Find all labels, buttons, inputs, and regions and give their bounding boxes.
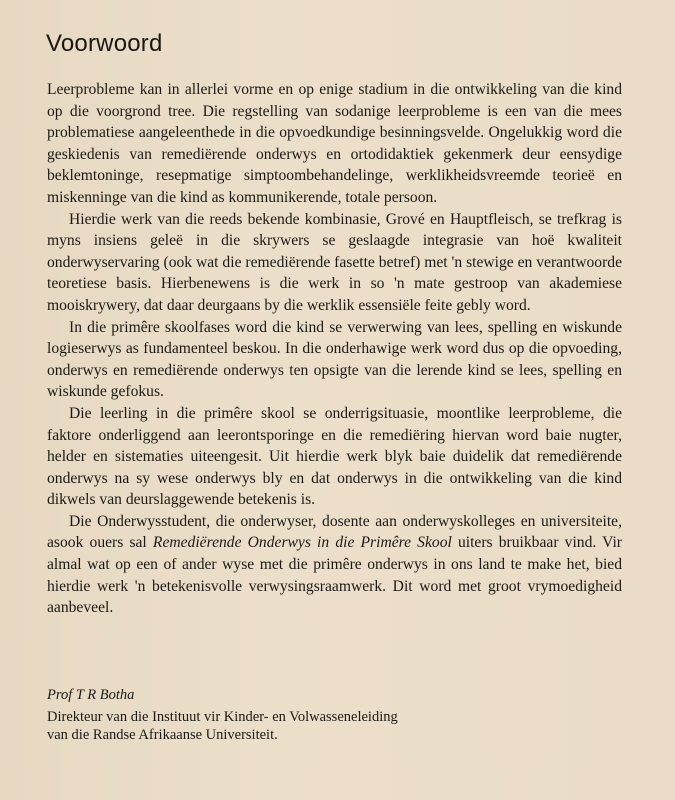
paragraph-4: Die leerling in die primêre skool se onderrigsituasie, moontlike leerprobleme, die faktore onderliggend aan leerontsporinge en die remediëring hiervan word baie nugter, helder en sistematies uiteengesit. Uit hierdie werk blyk baie duidelik dat remediërende onderwys na sy wese onderwys bly en dat onderwys in die ontwikkeling van die kind dikwels van deurslaggewende betekenis is. xyxy=(47,404,622,509)
paragraph-3: In die primêre skoolfases word die kind se verwerwing van lees, spelling en wiskunde logieserwys as fundamenteel beskou. In die onderhawige werk word dus op die opvoeding, onderwys en remediërende onderwys ten opsigte van die lerende kind se lees, spelling en wiskunde gefokus. xyxy=(47,318,622,401)
page-title: Voorwoord xyxy=(46,30,163,57)
paragraph-1: Leerprobleme kan in allerlei vorme en op enige stadium in die ontwikkeling van die kind op die voorgrond tree. Die regstelling van sodanige leerprobleme is een van die mees problematiese aangeleenthede in die opvoedkundige besinningsvelde. Ongelukkig word die geskiedenis van remediërende onderwys en ortodidaktiek gekenmerk deur eensydige beklemtoninge, resepmatige simptoombehandelinge, werklikheidsvreemde teorieë en miskenninge van die kind as kommunikerende, totale persoon. xyxy=(47,81,622,206)
signatory-title-line-1: Direkteur van die Instituut vir Kinder- en Volwasseneleiding xyxy=(47,709,398,725)
paragraph-5-part-2: uiters bruikbaar vind. Vir almal wat op een of ander wyse met die primêre onderwys in ons land te make het, bied hierdie werk 'n betekenisvolle verwysingsraamwerk. Dit word met groot vrymoedigheid aanbeveel. xyxy=(47,534,622,617)
paragraph-5-part-1: Die Onderwysstudent, die onderwyser, dosente aan onderwyskolleges en universiteite, asook ouers sal xyxy=(47,512,622,552)
paragraph-2: Hierdie werk van die reeds bekende kombinasie, Grové en Hauptfleisch, se trefkrag is myns insiens geleë in die skrywers se geslaagde integrasie van hoë kwaliteit onderwyservaring (ook wat die remediërende fasette betref) met 'n stewige en verantwoorde teoretiese basis. Hierbenewens is die werk in so 'n mate gestroop van akademiese mooiskrywery, dat daar deurgaans by die werklik essensiële feite gebly word. xyxy=(47,210,622,314)
signature-block xyxy=(47,686,622,744)
paragraph-5 xyxy=(47,511,622,619)
signatory-name: Prof T R Botha xyxy=(47,687,135,703)
foreword-body xyxy=(47,79,622,619)
signatory-title-line-2: van die Randse Afrikaanse Universiteit. xyxy=(47,727,278,743)
book-title: Remediërende Onderwys in die Primêre Skool xyxy=(152,534,452,552)
